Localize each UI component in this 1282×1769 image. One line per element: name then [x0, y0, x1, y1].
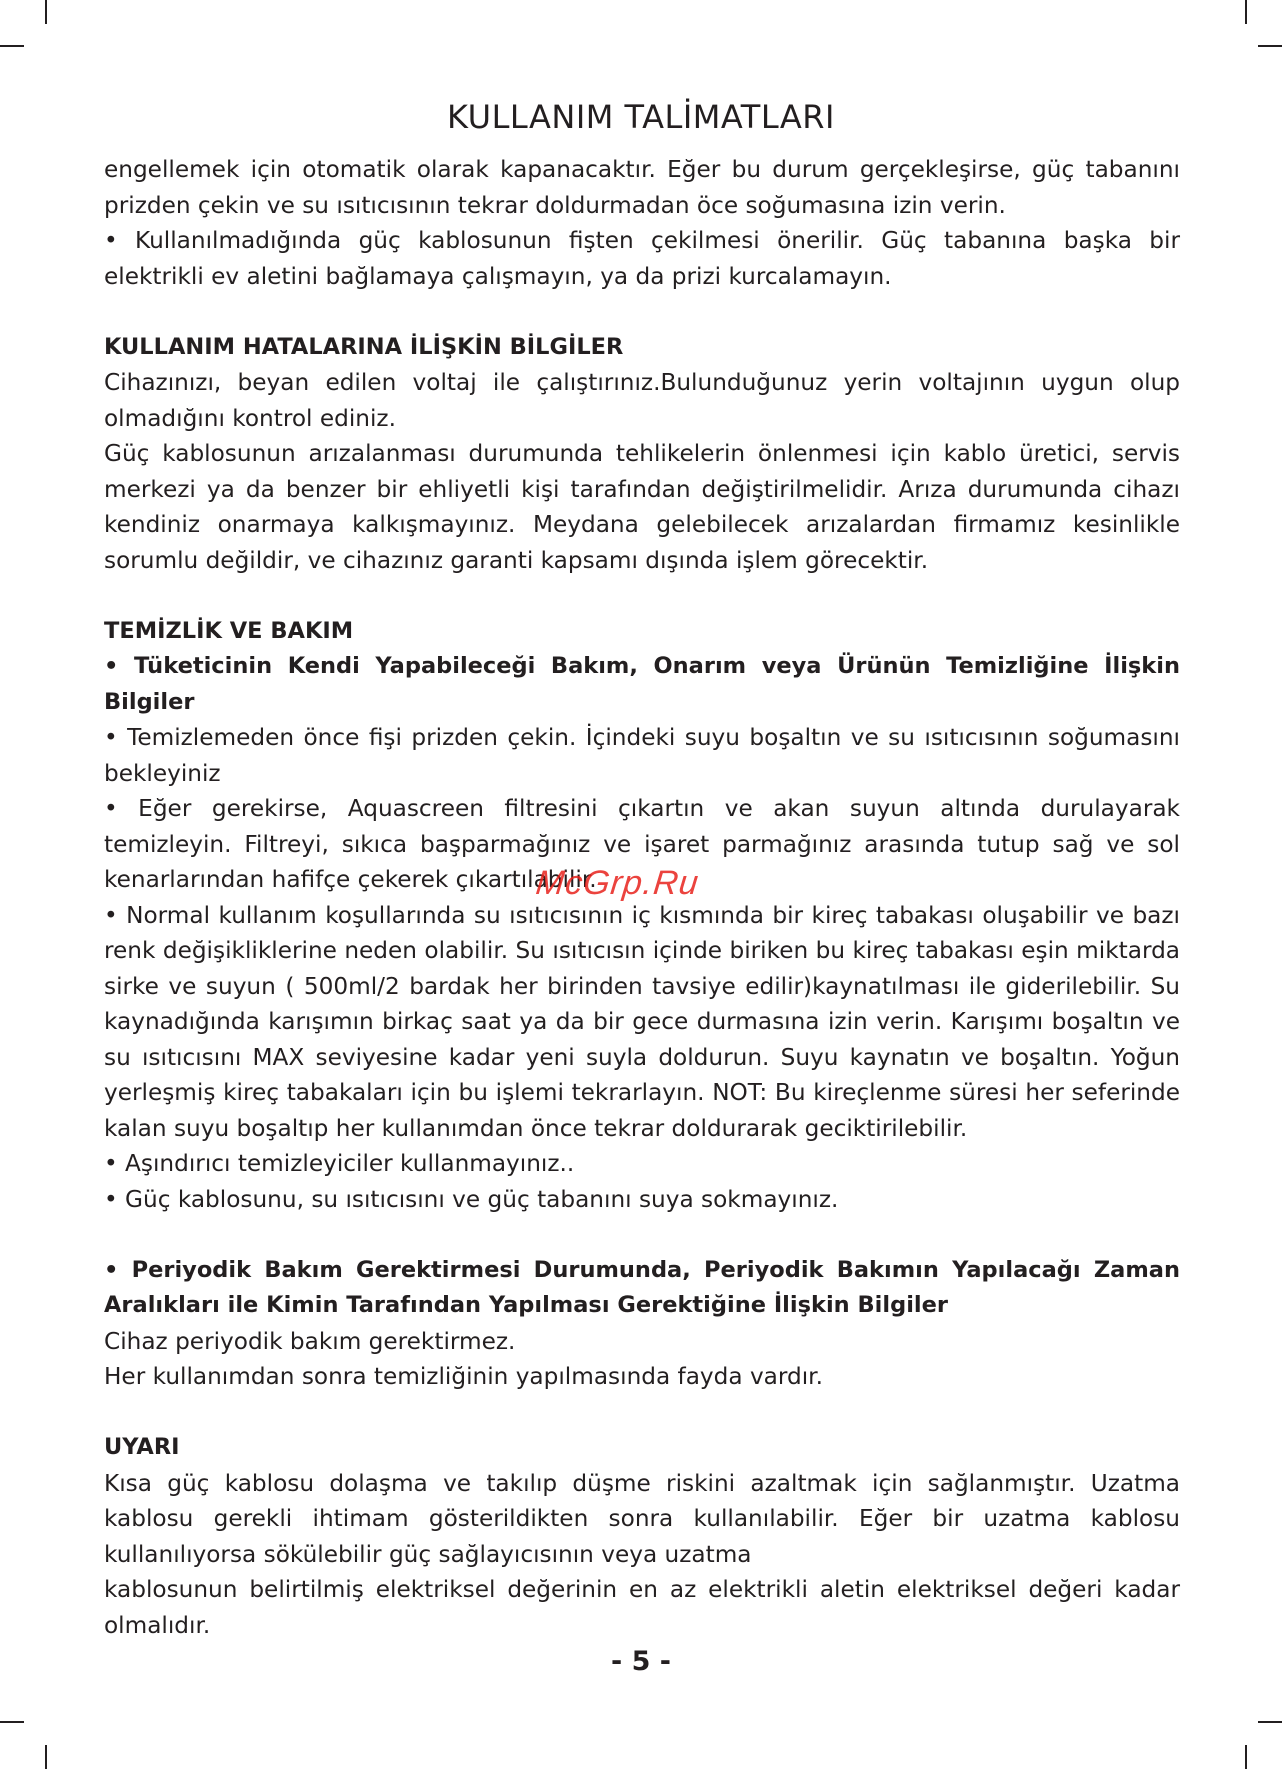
heading-usage-errors: KULLANIM HATALARINA İLİŞKİN BİLGİLER — [104, 333, 624, 360]
paragraph-abrasive: • Aşındırıcı temizleyiciler kullanmayınız.. — [104, 1150, 575, 1177]
subheading-consumer-maintenance: • Tüketicinin Kendi Yapabileceği Bakım, Onarım veya Ürünün Temizliğine İlişkin Bilgiler — [104, 653, 1180, 715]
subheading-periodic-maintenance: • Periyodik Bakım Gerektirmesi Durumunda, Periyodik Bakımın Yapılacağı Zaman Aralıkları ile Kimin Tarafından Yapılması Gerektiğine İlişkin Bilgiler — [104, 1256, 1180, 1318]
paragraph-overheat-protection: engellemek için otomatik olarak kapanacaktır. Eğer bu durum gerçekleşirse, güç tabanını prizden çekin ve su ısıtıcısının tekrar doldurmadan öce soğumasına izin verin. — [104, 156, 1180, 219]
page-title: KULLANIM TALİMATLARI — [447, 98, 835, 136]
paragraph-limescale: • Normal kullanım koşullarında su ısıtıcısının iç kısmında bir kireç tabakası oluşabilir ve bazı renk değişikliklerine neden olabilir. Su ısıtıcısın içinde biriken bu kireç tabakası eşin miktarda sirke ve suyun ( 500ml/2 bardak her birinden tavsiye edilir)kaynatılması ile giderilebilir. Su kaynadığında karışımın birkaç saat ya da bir gece durmasına izin verin. Karışımı boşaltın ve su ısıtıcısını MAX seviyesine kadar yeni suyla doldurun. Suyu kaynatın ve boşaltın. Yoğun yerleşmiş kireç tabakaları için bu işlemi tekrarlayın. NOT: Bu kireçlenme süresi her seferinde kalan suyu boşaltıp her kullanımdan önce tekrar doldurarak geciktirilebilir. — [104, 901, 1180, 1142]
paragraph-no-periodic: Cihaz periyodik bakım gerektirmez. — [104, 1327, 516, 1355]
paragraph-clean-after-use: Her kullanımdan sonra temizliğinin yapılmasında fayda vardır. — [104, 1363, 823, 1390]
paragraph-no-immersion: • Güç kablosunu, su ısıtıcısını ve güç tabanını suya sokmayınız. — [104, 1185, 839, 1213]
crop-mark — [1245, 0, 1247, 24]
heading-cleaning-maintenance: TEMİZLİK VE BAKIM — [104, 617, 354, 644]
paragraph-short-cable: Kısa güç kablosu dolaşma ve takılıp düşme riskini azaltmak için sağlanmıştır. Uzatma kablosu gerekli ihtimam gösterildikten sonra kullanılabilir. Eğer bir uzatma kablosu kullanılıyorsa sökülebilir güç sağlayıcısının veya uzatma — [104, 1469, 1180, 1568]
crop-mark — [45, 1745, 47, 1769]
paragraph-unplug-before-cleaning: • Temizlemeden önce fişi prizden çekin. İçindeki suyu boşaltın ve su ısıtıcısının soğumasını bekleyiniz — [104, 724, 1180, 787]
crop-mark — [0, 1721, 24, 1723]
crop-mark — [0, 45, 24, 47]
paragraph-unplug-advice: • Kullanılmadığında güç kablosunun fişten çekilmesi önerilir. Güç tabanına başka bir elektrikli ev aletini bağlamaya çalışmayın, ya da prizi kurcalamayın. — [104, 227, 1180, 290]
paragraph-extension-rating: kablosunun belirtilmiş elektriksel değerinin en az elektrikli aletin elektriksel değeri kadar olmalıdır. — [104, 1576, 1180, 1639]
crop-mark — [1258, 45, 1282, 47]
paragraph-voltage: Cihazınızı, beyan edilen voltaj ile çalıştırınız.Bulunduğunuz yerin voltajının uygun olup olmadığını kontrol ediniz. — [104, 369, 1180, 432]
paragraph-cable-damage: Güç kablosunun arızalanması durumunda tehlikelerin önlenmesi için kablo üretici, servis merkezi ya da benzer bir ehliyetli kişi tarafından değiştirilmelidir. Arıza durumunda cihazı kendiniz onarmaya kalkışmayınız. Meydana gelebilecek arızalardan firmamız kesinlikle sorumlu değildir, ve cihazınız garanti kapsamı dışında işlem görecektir. — [104, 440, 1180, 574]
watermark-logo: McGrp.Ru — [534, 864, 701, 902]
crop-mark — [1245, 1745, 1247, 1769]
heading-warning: UYARI — [104, 1434, 180, 1460]
page-number: - 5 - — [611, 1646, 671, 1677]
crop-mark — [45, 0, 47, 24]
paragraph-filter: • Eğer gerekirse, Aquascreen filtresini çıkartın ve akan suyun altında durulayarak temizleyin. Filtreyi, sıkıca başparmağınız ve işaret parmağınız arasında tutup sağ ve sol kenarlarından hafifçe çekerek çıkartılabilir. — [104, 795, 1180, 893]
crop-mark — [1258, 1721, 1282, 1723]
